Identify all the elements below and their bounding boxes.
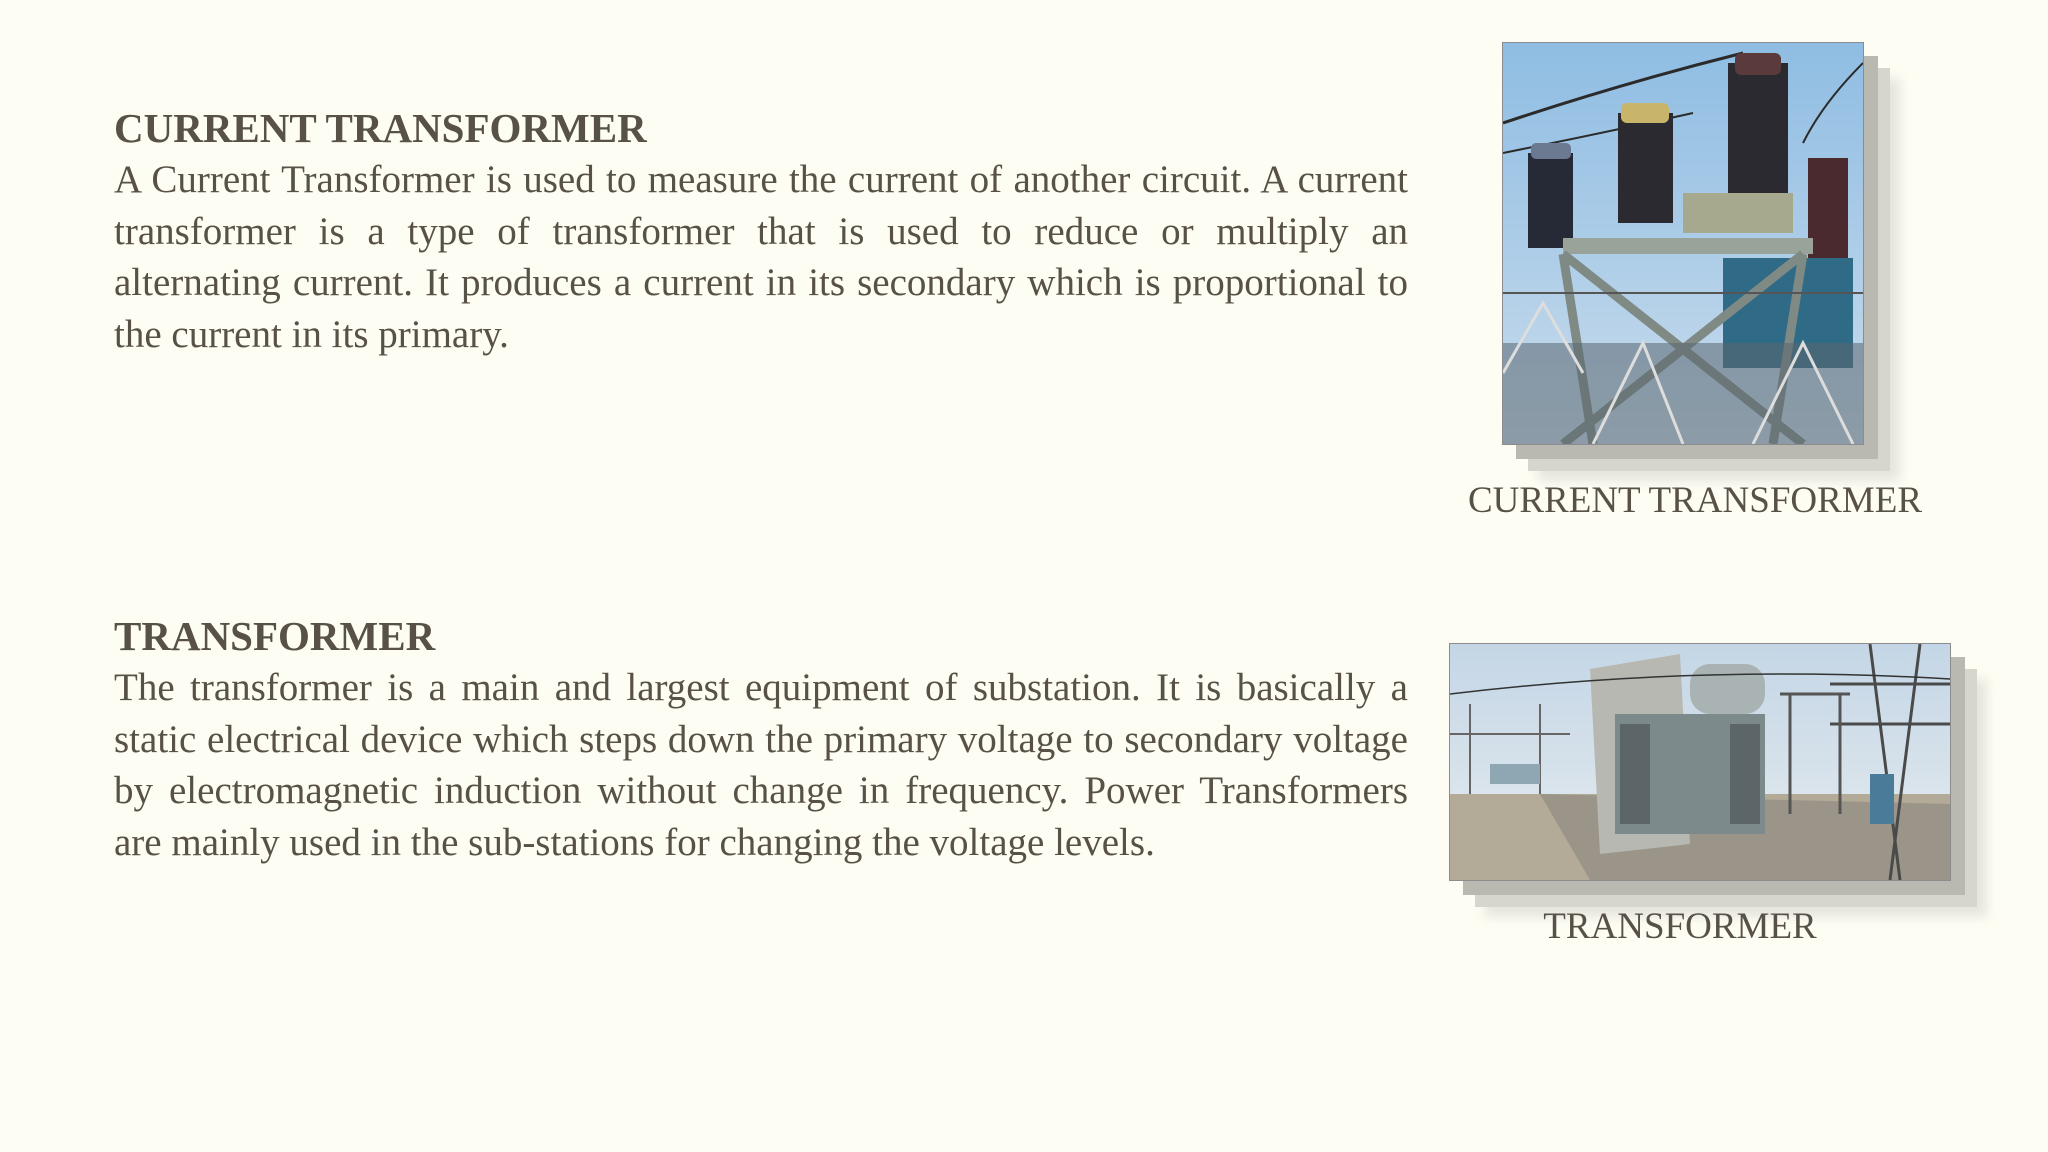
- current-transformer-heading: CURRENT TRANSFORMER: [114, 105, 647, 151]
- current-transformer-caption: CURRENT TRANSFORMER: [1467, 480, 1923, 521]
- transformer-photo-illustration: [1450, 644, 1950, 880]
- transformer-description: The transformer is a main and largest equipment of substation. It is basically a static electrical device which steps down the primary voltage to secondary voltage by electromagnetic induction without change in frequency. Power Transformers are mainly used in the sub-stations for changing the voltage levels.: [114, 666, 1408, 864]
- current-transformer-photo: [1502, 42, 1864, 445]
- transformer-section: [114, 610, 1408, 868]
- transformer-heading: TRANSFORMER: [114, 613, 436, 659]
- current-transformer-section: [114, 102, 1408, 360]
- transformer-caption: TRANSFORMER: [1543, 906, 1817, 947]
- current-transformer-photo-illustration: [1503, 43, 1863, 444]
- transformer-photo: [1449, 643, 1951, 881]
- current-transformer-description: A Current Transformer is used to measure the current of another circuit. A current transformer is a type of transformer that is used to reduce or multiply an alternating current. It produces a current in its secondary which is proportional to the current in its primary.: [114, 158, 1408, 356]
